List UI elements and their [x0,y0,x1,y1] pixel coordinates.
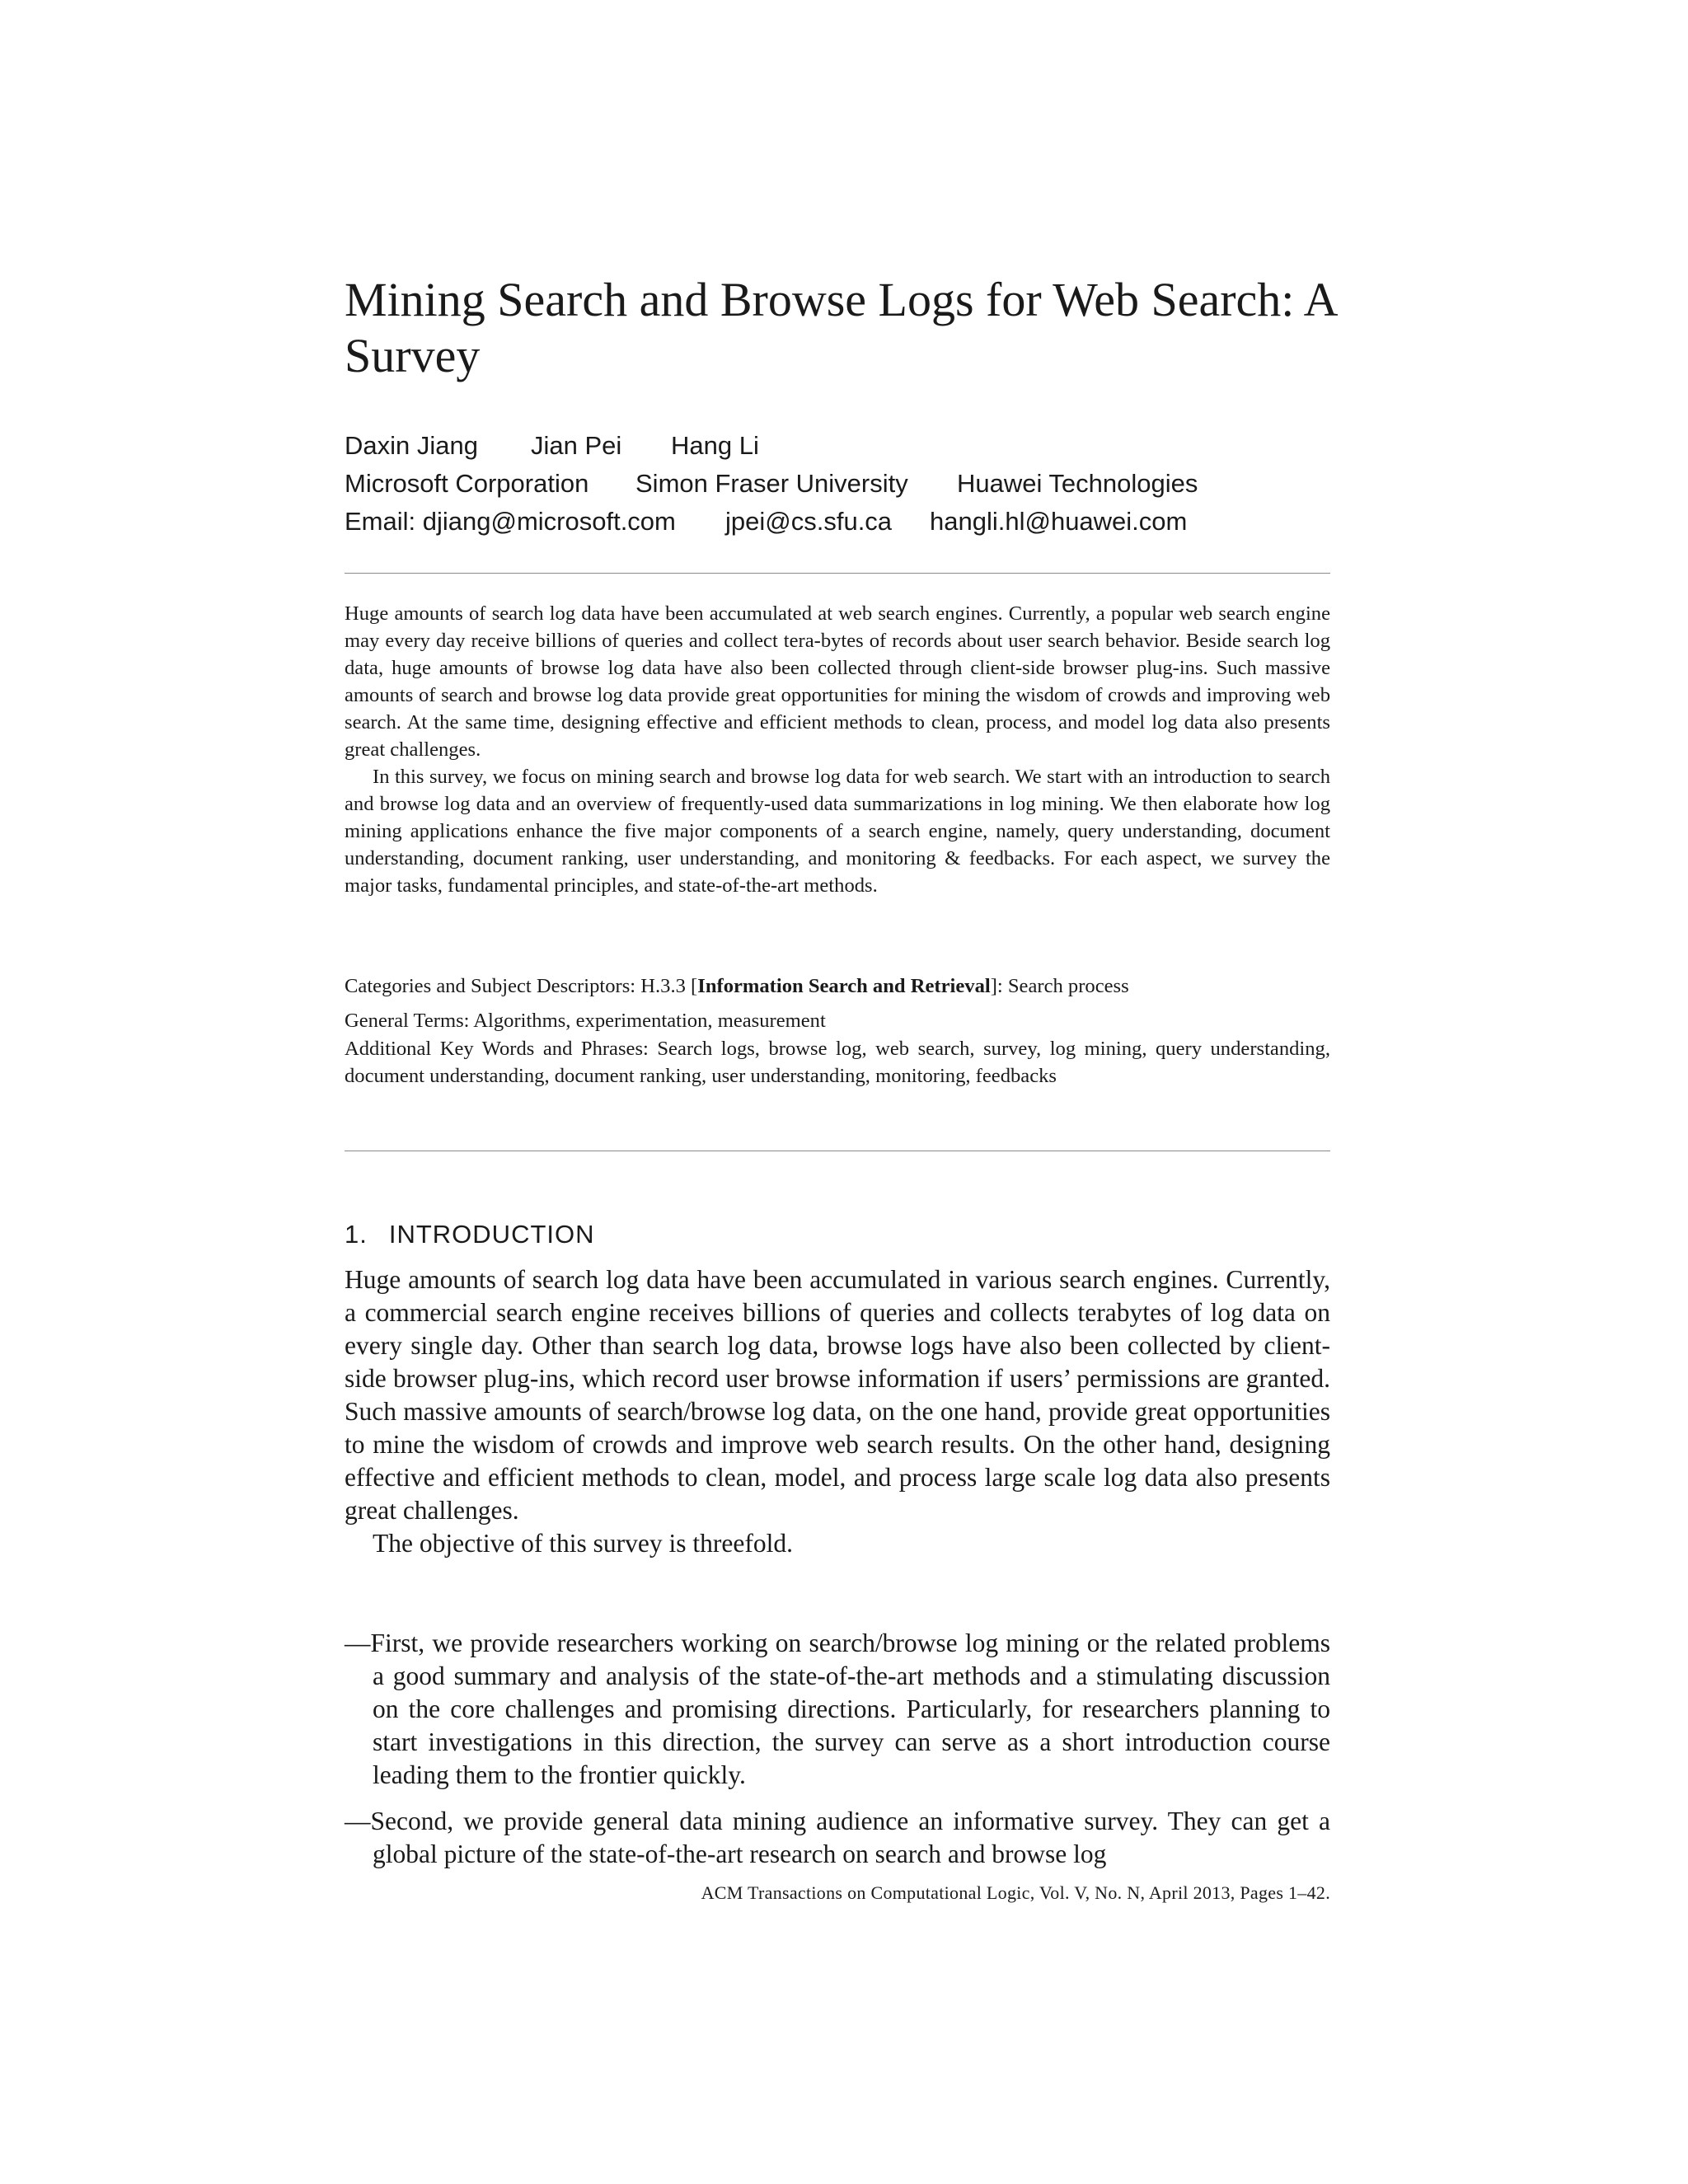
author-affiliations [345,465,1330,503]
affiliation: Microsoft Corporation [345,469,589,498]
email: Email: djiang@microsoft.com [345,507,676,536]
email: jpei@cs.sfu.ca [725,507,893,536]
objective-list [345,1627,1330,1792]
list-item: —First, we provide researchers working on search/browse log mining or the related problems a good summary and analysis of the state-of-the-art methods and a stimulating discussion on the core challenges and promising directions. Particularly, for researchers planning to start investigations in this direction, the survey can serve as a short introduction course leading them to the frontier quickly. [345,1629,1330,1789]
section-number: 1. [345,1220,368,1249]
affiliation: Huawei Technologies [957,469,1198,498]
keywords: Additional Key Words and Phrases: Search logs, browse log, web search, survey, log mining, query understanding, document understanding, document ranking, user understanding, monitoring, feedbacks [345,1038,1330,1087]
journal-footer: ACM Transactions on Computational Logic, Vol. V, No. N, April 2013, Pages 1–42. [701,1882,1330,1903]
abstract-paragraph: In this survey, we focus on mining search and browse log data for web search. We start with an introduction to search and browse log data and an overview of frequently-used data summarizations in log mining. We then elaborate how log mining applications enhance the five major components of a search engine, namely, query understanding, document understanding, document ranking, user understanding, and monitoring & feedbacks. For each aspect, we survey the major tasks, fundamental principles, and state-of-the-art methods. [345,766,1330,897]
categories-line [345,972,1330,1000]
abstract [345,600,1330,899]
general-terms: General Terms: Algorithms, experimentation, measurement [345,1010,826,1032]
categories-bold: Information Search and Retrieval [697,975,991,997]
author-name: Jian Pei [531,431,622,460]
categories-suffix: ]: Search process [990,975,1129,997]
intro-paragraph: Huge amounts of search log data have been accumulated in various search engines. Currently, a commercial search engine receives billions of queries and collects terabytes of log data on every single day. Other than search log data, browse logs have also been collected by client-side browser plug-ins, which record user browse information if users’ permissions are granted. Such massive amounts of search/browse log data, on the one hand, provide great opportunities to mine the wisdom of crowds and improve web search results. On the other hand, designing effective and efficient methods to clean, model, and process large scale log data also presents great challenges. [345,1265,1330,1525]
intro-paragraph: The objective of this survey is threefold. [373,1529,793,1558]
top-divider [345,573,1330,574]
list-item: —Second, we provide general data mining audience an informative survey. They can get a global picture of the state-of-the-art research on search and browse log [345,1807,1330,1868]
objective-list [345,1805,1330,1871]
intro-body [345,1263,1330,1560]
email: hangli.hl@huawei.com [930,507,1188,536]
author-block [345,427,1330,541]
author-emails [345,503,1330,541]
author-name: Daxin Jiang [345,431,478,460]
categories-prefix: Categories and Subject Descriptors: H.3.3 [ [345,975,698,997]
section-heading [345,1218,595,1251]
affiliation: Simon Fraser University [635,469,908,498]
paper-title: Mining Search and Browse Logs for Web Search: A Survey [345,273,1336,382]
author-name: Hang Li [671,431,759,460]
abstract-paragraph: Huge amounts of search log data have been accumulated at web search engines. Currently, a popular web search engine may every day receive billions of queries and collect tera-bytes of records about user search behavior. Beside search log data, huge amounts of browse log data have also been collected through client-side browser plug-ins. Such massive amounts of search and browse log data provide great opportunities for mining the wisdom of crowds and improving web search. At the same time, designing effective and efficient methods to clean, process, and model log data also presents great challenges. [345,602,1330,761]
author-names [345,427,1330,465]
section-title: INTRODUCTION [388,1220,595,1249]
